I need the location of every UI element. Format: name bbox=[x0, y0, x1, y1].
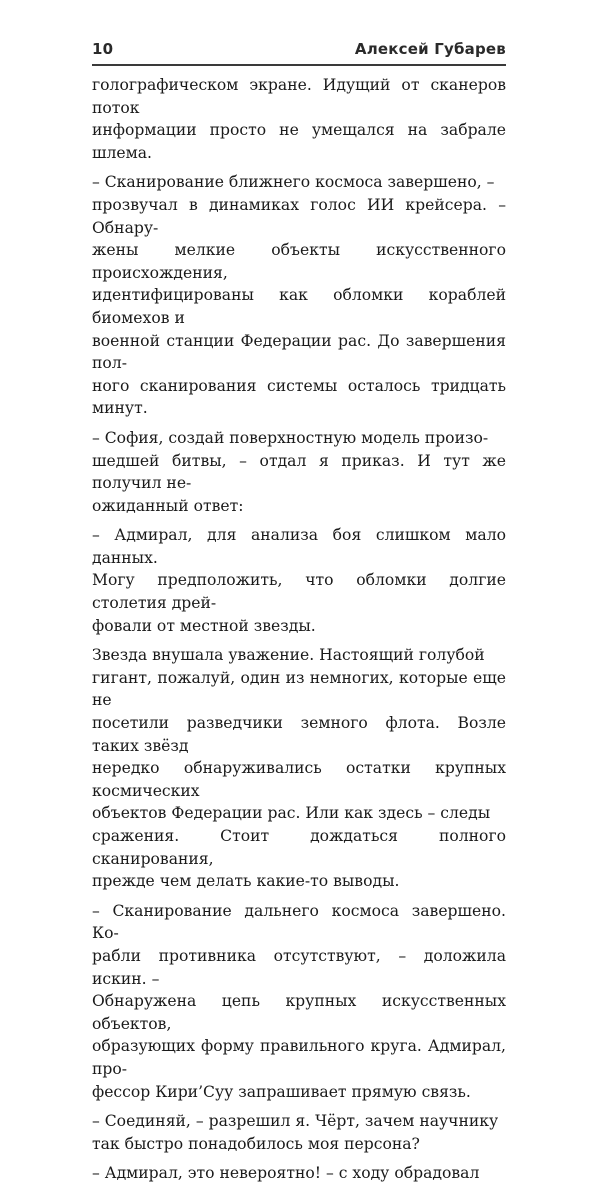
page-number: 10 bbox=[92, 40, 114, 58]
paragraph-1: голографическом экране. Идущий от сканеров поток информации просто не умещался на забрале шлема. bbox=[92, 76, 506, 162]
paragraph-2: – Сканирование ближнего космоса завершено, – прозвучал в динамиках голос ИИ крейсера. – Обнару- жены мелкие объекты искусственного происхождения, идентифицированы как обломки кораблей биомехов и военной станции Федерации рас. До завершения пол- ного сканирования системы осталось тридцать минут. bbox=[92, 173, 506, 418]
paragraph-3: – София, создай поверхностную модель произо- шедшей битвы, – отдал я приказ. И тут же получил не- ожиданный ответ: bbox=[92, 428, 506, 515]
header-rule bbox=[92, 64, 506, 66]
running-head-author: Алексей Губарев bbox=[354, 40, 506, 58]
paragraph-5: Звезда внушала уважение. Настоящий голубой гигант, пожалуй, один из немногих, которые еще не посетили разведчики земного флота. Возле таких звёзд нередко обнаруживались остатки крупных космических объектов Федерации рас. Или как здесь – следы сражения. Стоит дождаться полного сканирования, прежде чем делать какие-то выводы. bbox=[92, 646, 506, 891]
body-text bbox=[92, 74, 506, 1192]
paragraph-7: – Соединяй, – разрешил я. Чёрт, зачем научнику так быстро понадобилось моя персона? bbox=[92, 1112, 499, 1153]
paragraph-4: – Адмирал, для анализа боя слишком мало данных. Могу предположить, что обломки долгие столетия дрей- фовали от местной звезды. bbox=[92, 526, 506, 635]
paragraph-6: – Сканирование дальнего космоса завершено. Ко- рабли противника отсутствуют, – доложила искин. – Обнаружена цепь крупных искусственных объектов, образующих форму правильного круга. Адмирал, про- фессор Кири’Суу запрашивает прямую связь. bbox=[92, 901, 506, 1101]
page-header bbox=[92, 38, 506, 62]
paragraph-8: – Адмирал, это невероятно! – с ходу обрадовал bbox=[92, 1164, 480, 1183]
